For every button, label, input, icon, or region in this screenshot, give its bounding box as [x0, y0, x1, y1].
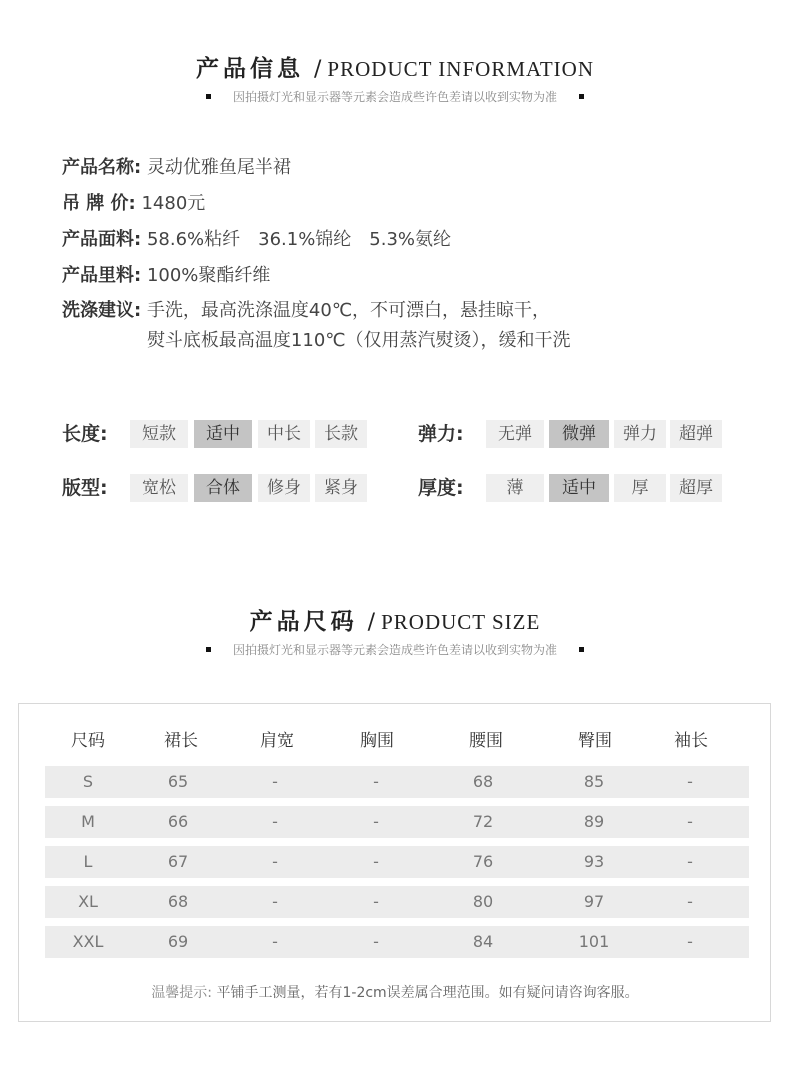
info-row-lining — [62, 265, 270, 287]
product-size-title — [0, 603, 790, 636]
tip-text: 平铺手工测量，若有1-2cm误差属合理范围。如有疑问请咨询客服。 — [216, 985, 639, 1001]
fit-option-tight: 紧身 — [315, 474, 367, 502]
table-cell: - — [373, 932, 379, 951]
header-skirt-length: 裙长 — [164, 731, 198, 751]
header-chest: 胸围 — [360, 731, 394, 751]
length-option-medium-selected: 适中 — [194, 420, 252, 448]
elastic-option-super: 超弹 — [670, 420, 722, 448]
header-hip: 臀围 — [578, 731, 612, 751]
table-cell: 76 — [472, 852, 494, 871]
bullet-icon — [206, 647, 211, 652]
table-cell: 72 — [472, 812, 494, 831]
table-cell: - — [687, 772, 693, 791]
header-size: 尺码 — [71, 731, 105, 751]
info-row-fabric — [62, 229, 451, 251]
table-cell: - — [272, 932, 278, 951]
header-sleeve: 袖长 — [674, 731, 708, 751]
measurement-tip — [0, 982, 790, 1002]
table-cell: M — [81, 812, 95, 831]
fit-option-loose: 宽松 — [130, 474, 188, 502]
price-label: 吊 牌 价: — [62, 193, 136, 214]
table-cell: - — [272, 772, 278, 791]
elastic-option-none: 无弹 — [486, 420, 544, 448]
product-info-title — [0, 50, 790, 83]
table-cell: L — [83, 852, 93, 871]
table-cell: 89 — [583, 812, 605, 831]
table-cell: 97 — [583, 892, 605, 911]
length-option-short: 短款 — [130, 420, 188, 448]
wash-label: 洗涤建议: — [62, 300, 142, 321]
thickness-option-thick: 厚 — [614, 474, 666, 502]
table-cell: - — [272, 852, 278, 871]
fit-label: 版型: — [62, 477, 108, 499]
product-size-title-cn: 产品尺码 — [249, 609, 358, 635]
name-value: 灵动优雅鱼尾半裙 — [146, 157, 291, 178]
color-disclaimer-text: 因拍摄灯光和显示器等元素会造成些许色差请以收到实物为准 — [232, 643, 557, 657]
color-disclaimer — [0, 88, 790, 105]
bullet-icon — [579, 94, 584, 99]
table-cell: 68 — [167, 892, 189, 911]
product-size-title-en: PRODUCT SIZE — [381, 610, 541, 634]
table-cell: - — [687, 892, 693, 911]
fit-option-regular-selected: 合体 — [194, 474, 252, 502]
tip-label: 温馨提示: — [151, 985, 213, 1001]
table-cell: - — [373, 772, 379, 791]
wash-value — [147, 300, 571, 352]
table-cell: S — [82, 772, 94, 791]
table-cell: - — [687, 932, 693, 951]
table-cell: 69 — [167, 932, 189, 951]
wash-line-1: 手洗，最高洗涤温度40℃，不可漂白，悬挂晾干， — [146, 300, 551, 321]
length-option-mid-long: 中长 — [258, 420, 310, 448]
bullet-icon — [206, 94, 211, 99]
thickness-option-extra-thick: 超厚 — [670, 474, 722, 502]
fit-option-slim: 修身 — [258, 474, 310, 502]
wash-line-2: 熨斗底板最高温度110℃（仅用蒸汽熨烫），缓和干洗 — [146, 330, 571, 351]
table-cell: 80 — [472, 892, 494, 911]
table-cell: - — [373, 852, 379, 871]
fabric-label: 产品面料: — [62, 229, 142, 250]
table-cell: - — [687, 812, 693, 831]
info-row-price — [62, 193, 205, 215]
table-cell: 85 — [583, 772, 605, 791]
table-cell: XL — [78, 892, 98, 911]
color-disclaimer-text: 因拍摄灯光和显示器等元素会造成些许色差请以收到实物为准 — [232, 90, 557, 104]
table-cell: 65 — [167, 772, 189, 791]
product-info-title-cn: 产品信息 — [196, 56, 304, 82]
title-slash: / — [367, 610, 376, 635]
table-cell: 93 — [583, 852, 605, 871]
bullet-icon — [579, 647, 584, 652]
thickness-option-thin: 薄 — [486, 474, 544, 502]
thickness-option-medium-selected: 适中 — [549, 474, 609, 502]
table-cell: - — [272, 892, 278, 911]
elastic-option-slight-selected: 微弹 — [549, 420, 609, 448]
lining-label: 产品里料: — [62, 265, 142, 286]
table-cell: - — [373, 892, 379, 911]
info-row-wash — [62, 300, 571, 352]
thickness-label: 厚度: — [418, 477, 464, 499]
table-cell: - — [687, 852, 693, 871]
elastic-option-stretch: 弹力 — [614, 420, 666, 448]
name-label: 产品名称: — [62, 157, 142, 178]
table-cell: - — [373, 812, 379, 831]
product-info-title-en: PRODUCT INFORMATION — [327, 57, 594, 81]
price-value: 1480元 — [141, 193, 206, 214]
table-cell: 68 — [472, 772, 494, 791]
length-label: 长度: — [62, 423, 108, 445]
title-slash: / — [314, 57, 322, 82]
table-cell: 66 — [167, 812, 189, 831]
length-option-long: 长款 — [315, 420, 367, 448]
fabric-value: 58.6%粘纤 36.1%锦纶 5.3%氨纶 — [146, 229, 452, 250]
info-row-name — [62, 157, 291, 179]
table-cell: XXL — [72, 932, 104, 951]
lining-value: 100%聚酯纤维 — [146, 265, 271, 286]
color-disclaimer — [0, 641, 790, 658]
table-cell: 101 — [578, 932, 610, 951]
table-cell: 84 — [472, 932, 494, 951]
elastic-label: 弹力: — [418, 423, 464, 445]
table-cell: 67 — [167, 852, 189, 871]
header-shoulder: 肩宽 — [260, 731, 294, 751]
table-cell: - — [272, 812, 278, 831]
header-waist: 腰围 — [469, 731, 503, 751]
